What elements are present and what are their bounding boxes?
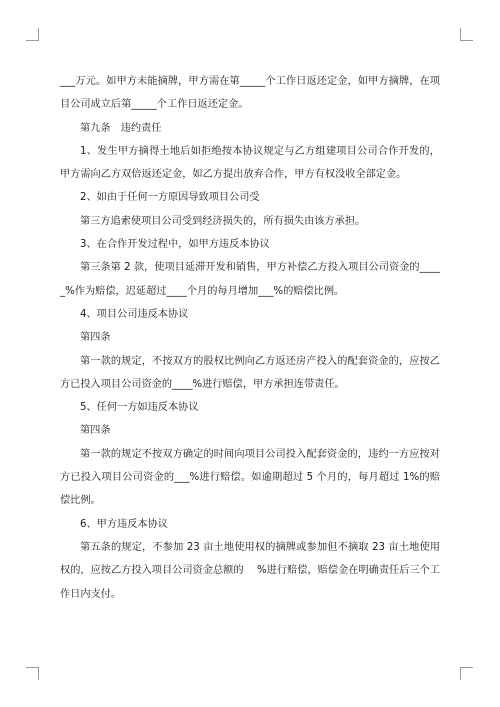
paragraph-clause-5: 5、任何一方如违反本协议 — [80, 402, 199, 414]
paragraph-clause-5-cont: 第一款的规定不按双方确定的时间向项目公司投入配套资金的，违约一方应按对方已投入项目公司资金的___%进行赔偿。如逾期超过 5 个月的，每月超过 1%的赔偿比例。 — [60, 448, 440, 507]
document-body — [60, 70, 440, 606]
paragraph-clause-6-cont: 第五条的规定，不参加 23 亩土地使用权的摘牌或参加但不摘取 23 亩土地使用权的，应按乙方投入项目公司资金总额的 %进行赔偿，赔偿金在明确责任后三个工作日内支付。 — [60, 541, 440, 600]
paragraph-clause-2: 2、如由于任何一方原因导致项目公司受 — [80, 192, 260, 204]
paragraph-clause-2-cont: 第三方追索使项目公司受到经济损失的，所有损失由该方承担。 — [80, 215, 366, 227]
paragraph-clause-4-cont: 第一款的规定，不按双方的股权比例向乙方返还房产投入的配套资金的，应按乙方已投入项目公司资金的____%进行赔偿，甲方承担连带责任。 — [60, 355, 440, 390]
corner-mark-top-right — [460, 28, 473, 41]
paragraph-clause-3: 3、在合作开发过程中，如甲方违反本协议 — [80, 239, 270, 251]
corner-mark-bottom-left — [26, 667, 39, 680]
paragraph-deposit-return: ___万元。如甲方未能摘牌，甲方需在第_____个工作日返还定金，如甲方摘牌，在项目公司成立后第_____个工作日返还定金。 — [60, 76, 440, 111]
corner-mark-top-left — [26, 28, 39, 41]
paragraph-clause-3-cont: 第三条第 2 款，使项目延滞开发和销售，甲方补偿乙方投入项目公司资金的_____%作为赔偿，迟延超过____个月的每月增加___%的赔偿比例。 — [60, 262, 440, 297]
corner-mark-bottom-right — [460, 667, 473, 680]
paragraph-article-4-a: 第四条 — [80, 332, 111, 344]
paragraph-clause-6: 6、甲方违反本协议 — [80, 518, 168, 530]
heading-article-9: 第九条 违约责任 — [80, 122, 162, 134]
paragraph-clause-4: 4、项目公司违反本协议 — [80, 308, 189, 320]
paragraph-clause-1: 1、发生甲方摘得土地后如拒绝按本协议规定与乙方组建项目公司合作开发的，甲方需向乙方双倍返还定金，如乙方提出放弃合作，甲方有权没收全部定金。 — [60, 145, 440, 181]
paragraph-article-4-b: 第四条 — [80, 425, 111, 437]
